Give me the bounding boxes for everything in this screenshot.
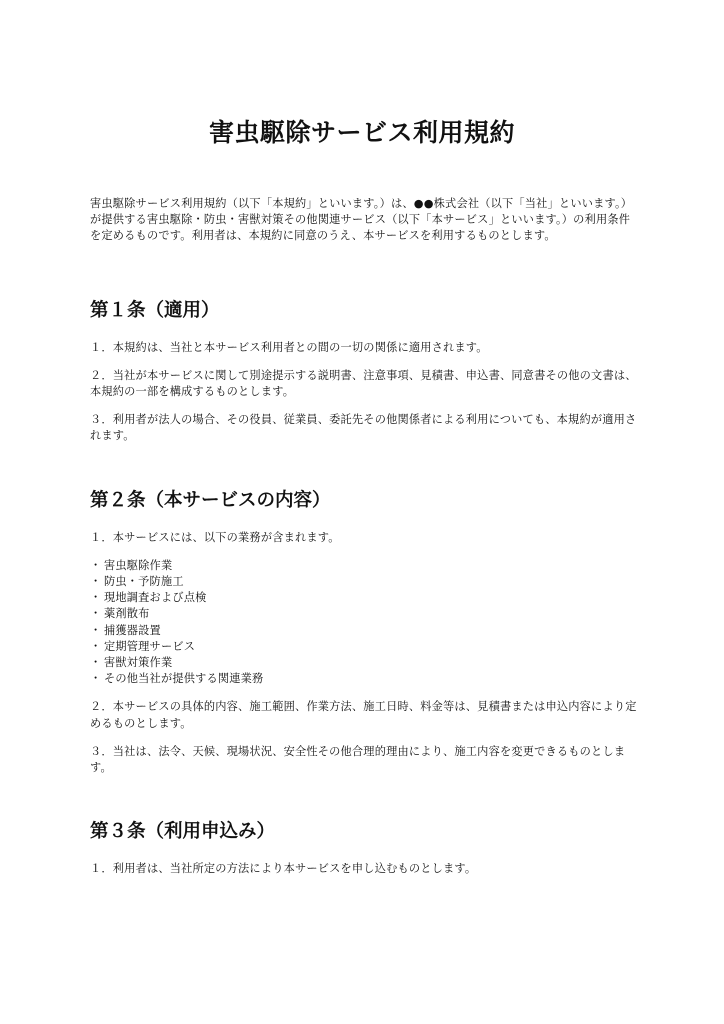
article-2-paragraph-1: １．本サービスには、以下の業務が含まれます。 — [90, 530, 340, 544]
list-item — [90, 574, 638, 590]
list-item — [90, 606, 638, 622]
article-1 — [90, 298, 638, 445]
list-item — [90, 623, 638, 639]
article-1-heading: 第１条（適用） — [90, 299, 220, 321]
document-body — [90, 196, 638, 889]
list-item — [90, 655, 638, 671]
document-title: 害虫駆除サービス利用規約 — [208, 118, 515, 147]
service-list — [90, 558, 638, 688]
bullet-marker: ・ — [90, 575, 102, 589]
list-item-text: その他当社が提供する関連業務 — [104, 672, 264, 686]
list-item-text: 捕獲器設置 — [104, 623, 161, 637]
article-2-paragraph-3: ３．当社は、法令、天候、現場状況、安全性その他合理的理由により、施工内容を変更できるものとします。 — [90, 744, 626, 775]
list-item-text: 薬剤散布 — [104, 607, 150, 621]
article-1-paragraph-1: １．本規約は、当社と本サービス利用者との間の一切の関係に適用されます。 — [90, 340, 488, 354]
intro-paragraph: 害虫駆除サービス利用規約（以下「本規約」といいます。）は、●●株式会社（以下「当社」といいます。）が提供する害虫駆除・防虫・害獣対策その他関連サービス（以下「本サービス」といいます。）の利用条件を定めるものです。利用者は、本規約に同意のうえ、本サービスを利用するものとします。 — [90, 197, 633, 243]
bullet-marker: ・ — [90, 639, 102, 653]
bullet-marker: ・ — [90, 607, 102, 621]
list-item-text: 害虫駆除作業 — [104, 558, 173, 572]
list-item — [90, 590, 638, 606]
bullet-marker: ・ — [90, 656, 102, 670]
bullet-marker: ・ — [90, 558, 102, 572]
article-3 — [90, 819, 638, 877]
bullet-marker: ・ — [90, 672, 102, 686]
list-item-text: 害獣対策作業 — [104, 656, 173, 670]
article-3-heading: 第３条（利用申込み） — [90, 821, 276, 843]
article-2 — [90, 488, 638, 777]
list-item-text: 定期管理サービス — [104, 639, 196, 653]
article-3-paragraph-1: １．利用者は、当社所定の方法により本サービスを申し込むものとします。 — [90, 862, 477, 876]
article-2-heading: 第２条（本サービスの内容） — [90, 489, 331, 511]
list-item — [90, 558, 638, 574]
list-item — [90, 671, 638, 687]
bullet-marker: ・ — [90, 623, 102, 637]
bullet-marker: ・ — [90, 591, 102, 605]
list-item-text: 防虫・予防施工 — [104, 575, 184, 589]
article-1-paragraph-3: ３．利用者が法人の場合、その役員、従業員、委託先その他関係者による利用についても、本規約が適用されます。 — [90, 413, 637, 443]
list-item-text: 現地調査および点検 — [104, 591, 207, 605]
list-item — [90, 639, 638, 655]
article-1-paragraph-2: ２．当社が本サービスに関して別途提示する説明書、注意事項、見積書、申込書、同意書その他の文書は、本規約の一部を構成するものとします。 — [90, 368, 637, 399]
article-2-paragraph-2: ２．本サービスの具体的内容、施工範囲、作業方法、施工日時、料金等は、見積書または申込内容により定めるものとします。 — [90, 700, 637, 730]
